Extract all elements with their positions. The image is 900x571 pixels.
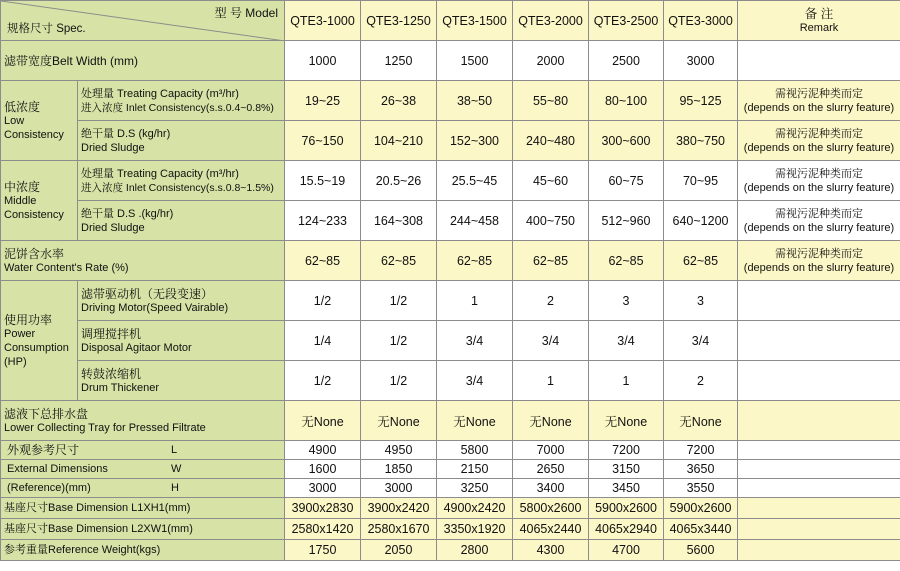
weight-value: 5600 [664,540,738,561]
middle-capacity-value: 60~75 [589,161,664,201]
dimension-l-value: 7200 [664,441,738,460]
middle-sludge-value: 124~233 [285,201,361,241]
base1-value: 5800x2600 [513,498,589,519]
middle-sludge-value: 164~308 [361,201,437,241]
disposal-motor-value: 3/4 [513,321,589,361]
header-row [1,1,900,41]
model-header: QTE3-2500 [589,1,664,41]
remark-en: (depends on the slurry feature) [743,141,895,154]
dimension-w-remark [738,460,900,479]
power-group-en2: Consumption [4,341,69,354]
base2-value: 2580x1670 [361,519,437,540]
disposal-motor-zh: 调理搅拌机 [81,326,142,341]
low-sludge-value: 240~480 [513,121,589,161]
low-capacity-line1: 处理量 Treating Capacity (m³/hr) [81,87,239,100]
dimension-line2: External Dimensions [7,463,108,475]
driving-motor-value: 2 [513,281,589,321]
base1-value: 4900x2420 [437,498,513,519]
tray-label [1,401,285,441]
tray-value: 无None [437,401,513,441]
belt-width-label: 滤带宽度Belt Width (mm) [1,41,285,81]
remark-header-zh: 备 注 [804,6,834,21]
middle-sludge-label [78,201,285,241]
power-disposal-row [1,321,900,361]
base2-value: 4065x2440 [513,519,589,540]
middle-capacity-value: 20.5~26 [361,161,437,201]
middle-sludge-remark [738,201,900,241]
power-group-zh: 使用功率 [4,312,53,327]
low-capacity-value: 80~100 [589,81,664,121]
power-driving-row [1,281,900,321]
drum-thickener-label [78,361,285,401]
driving-motor-value: 3 [664,281,738,321]
low-capacity-value: 55~80 [513,81,589,121]
water-content-label [1,241,285,281]
dimension-l-value: 4900 [285,441,361,460]
belt-width-remark [738,41,900,81]
drum-thickener-value: 1/2 [361,361,437,401]
model-header: QTE3-1500 [437,1,513,41]
driving-motor-zh: 滤带驱动机（无段变速） [81,286,214,301]
base2-label: 基座尺寸Base Dimension L2XW1(mm) [1,519,285,540]
belt-width-value: 1500 [437,41,513,81]
low-capacity-remark [738,81,900,121]
base2-value: 4065x2940 [589,519,664,540]
remark-en: (depends on the slurry feature) [743,261,895,274]
belt-width-row [1,41,900,81]
base1-label: 基座尺寸Base Dimension L1XH1(mm) [1,498,285,519]
disposal-motor-value: 1/2 [361,321,437,361]
base1-remark [738,498,900,519]
remark-zh: 需视污泥种类而定 [775,247,863,260]
dimension-h-value: 3000 [361,479,437,498]
weight-row [1,540,900,561]
dimension-h-value: 3550 [664,479,738,498]
low-sludge-value: 300~600 [589,121,664,161]
water-content-value: 62~85 [437,241,513,281]
base2-value: 4065x3440 [664,519,738,540]
middle-sludge-value: 640~1200 [664,201,738,241]
weight-label: 参考重量Reference Weight(kgs) [1,540,285,561]
middle-capacity-remark [738,161,900,201]
low-sludge-value: 104~210 [361,121,437,161]
drum-thickener-value: 1 [589,361,664,401]
middle-capacity-line2: 进入浓度 Inlet Consistency(s.s.0.8~1.5%) [81,181,274,194]
dimension-h-value: 3250 [437,479,513,498]
dimension-line1: 外观参考尺寸 [7,443,80,457]
remark-zh: 需视污泥种类而定 [775,87,863,100]
tray-value: 无None [513,401,589,441]
belt-width-value: 1000 [285,41,361,81]
water-content-line1: 泥饼含水率 [4,246,65,261]
remark-header [738,1,900,41]
tray-line2: Lower Collecting Tray for Pressed Filtrate [4,421,206,434]
drum-thickener-value: 3/4 [437,361,513,401]
dimension-h-value: 3400 [513,479,589,498]
weight-value: 2050 [361,540,437,561]
weight-value: 4300 [513,540,589,561]
model-header: QTE3-1000 [285,1,361,41]
low-sludge-value: 380~750 [664,121,738,161]
water-content-line2: Water Content's Rate (%) [4,261,129,274]
belt-width-value: 2000 [513,41,589,81]
dimension-l-remark [738,441,900,460]
low-capacity-value: 95~125 [664,81,738,121]
middle-sludge-value: 400~750 [513,201,589,241]
base2-remark [738,519,900,540]
driving-motor-value: 1/2 [285,281,361,321]
water-content-value: 62~85 [513,241,589,281]
middle-capacity-row [1,161,900,201]
dimension-h-row [1,479,900,498]
water-content-row [1,241,900,281]
low-group-label [1,81,78,161]
disposal-motor-label [78,321,285,361]
low-group-en1: Low [4,114,25,127]
dimension-w-value: 1850 [361,460,437,479]
low-capacity-row [1,81,900,121]
base2-value: 2580x1420 [285,519,361,540]
driving-motor-value: 1 [437,281,513,321]
driving-motor-value: 1/2 [361,281,437,321]
middle-sludge-line2: Dried Sludge [81,221,145,234]
weight-remark [738,540,900,561]
remark-header-en: Remark [799,21,839,34]
dimension-w-value: 2650 [513,460,589,479]
tray-line1: 滤液下总排水盘 [4,406,89,421]
middle-sludge-line1: 绝干量 D.S .(kg/hr) [81,207,174,220]
dimension-w-value: 3650 [664,460,738,479]
belt-width-value: 1250 [361,41,437,81]
dimension-line3: (Reference)(mm) [7,482,91,494]
drum-thickener-value: 2 [664,361,738,401]
power-group-en1: Power [4,327,36,340]
remark-en: (depends on the slurry feature) [743,101,895,114]
remark-zh: 需视污泥种类而定 [775,167,863,180]
remark-zh: 需视污泥种类而定 [775,127,863,140]
low-sludge-value: 152~300 [437,121,513,161]
belt-width-value: 3000 [664,41,738,81]
disposal-motor-value: 3/4 [437,321,513,361]
dimension-l-value: 7200 [589,441,664,460]
dimension-w-value: 2150 [437,460,513,479]
driving-motor-remark [738,281,900,321]
middle-group-en2: Consistency [4,208,64,221]
low-sludge-remark [738,121,900,161]
dimension-l-value: 4950 [361,441,437,460]
disposal-motor-en: Disposal Agitaor Motor [81,341,192,354]
dimension-h-label [1,479,285,498]
drum-thickener-remark [738,361,900,401]
disposal-motor-value: 3/4 [664,321,738,361]
tray-remark [738,401,900,441]
power-group-en3: (HP) [4,355,27,368]
base2-value: 3350x1920 [437,519,513,540]
middle-capacity-value: 25.5~45 [437,161,513,201]
low-sludge-line1: 绝干量 D.S (kg/hr) [81,127,171,140]
low-capacity-value: 38~50 [437,81,513,121]
low-sludge-line2: Dried Sludge [81,141,145,154]
weight-value: 4700 [589,540,664,561]
driving-motor-en: Driving Motor(Speed Vairable) [81,301,229,314]
middle-capacity-value: 45~60 [513,161,589,201]
header-corner [1,1,285,41]
driving-motor-label [78,281,285,321]
dimension-h-remark [738,479,900,498]
dimension-w-value: 1600 [285,460,361,479]
dimension-l-value: 5800 [437,441,513,460]
base1-row [1,498,900,519]
low-group-zh: 低浓度 [4,99,41,114]
tray-row [1,401,900,441]
weight-value: 2800 [437,540,513,561]
middle-capacity-value: 70~95 [664,161,738,201]
drum-thickener-zh: 转鼓浓缩机 [81,366,142,381]
water-content-remark [738,241,900,281]
middle-group-en1: Middle [4,194,37,207]
water-content-value: 62~85 [361,241,437,281]
base1-value: 5900x2600 [589,498,664,519]
dimension-l-label [1,441,285,460]
model-header: QTE3-3000 [664,1,738,41]
low-capacity-value: 26~38 [361,81,437,121]
middle-sludge-value: 244~458 [437,201,513,241]
low-sludge-row [1,121,900,161]
water-content-value: 62~85 [664,241,738,281]
middle-capacity-line1: 处理量 Treating Capacity (m³/hr) [81,167,239,180]
drum-thickener-en: Drum Thickener [81,381,160,394]
drum-thickener-value: 1 [513,361,589,401]
dimension-h-value: 3450 [589,479,664,498]
dimension-w-value: 3150 [589,460,664,479]
remark-en: (depends on the slurry feature) [743,181,895,194]
spec-label: 规格尺寸 Spec. [7,23,86,35]
water-content-value: 62~85 [285,241,361,281]
remark-zh: 需视污泥种类而定 [775,207,863,220]
middle-sludge-row [1,201,900,241]
disposal-motor-value: 1/4 [285,321,361,361]
model-header: QTE3-2000 [513,1,589,41]
low-capacity-label [78,81,285,121]
dimension-h-value: 3000 [285,479,361,498]
driving-motor-value: 3 [589,281,664,321]
base1-value: 3900x2420 [361,498,437,519]
tray-value: 无None [361,401,437,441]
low-sludge-label [78,121,285,161]
dimension-w-label [1,460,285,479]
dimension-key-w: W [171,463,182,475]
middle-sludge-value: 512~960 [589,201,664,241]
middle-group-zh: 中浓度 [4,179,41,194]
belt-width-value: 2500 [589,41,664,81]
middle-group-label [1,161,78,241]
dimension-w-row [1,460,900,479]
base1-value: 3900x2830 [285,498,361,519]
low-capacity-line2: 进入浓度 Inlet Consistency(s.s.0.4~0.8%) [81,101,274,114]
power-drum-row [1,361,900,401]
weight-value: 1750 [285,540,361,561]
disposal-motor-remark [738,321,900,361]
dimension-l-row [1,441,900,460]
middle-capacity-value: 15.5~19 [285,161,361,201]
base1-value: 5900x2600 [664,498,738,519]
dimension-key-h: H [171,482,179,494]
tray-value: 无None [664,401,738,441]
remark-en: (depends on the slurry feature) [743,221,895,234]
low-sludge-value: 76~150 [285,121,361,161]
dimension-l-value: 7000 [513,441,589,460]
model-header: QTE3-1250 [361,1,437,41]
dimension-key-l: L [171,444,178,456]
tray-value: 无None [285,401,361,441]
low-capacity-value: 19~25 [285,81,361,121]
power-group-label [1,281,78,401]
drum-thickener-value: 1/2 [285,361,361,401]
model-label: 型 号 Model [214,6,278,20]
disposal-motor-value: 3/4 [589,321,664,361]
tray-value: 无None [589,401,664,441]
base2-row [1,519,900,540]
water-content-value: 62~85 [589,241,664,281]
low-group-en2: Consistency [4,128,64,141]
middle-capacity-label [78,161,285,201]
